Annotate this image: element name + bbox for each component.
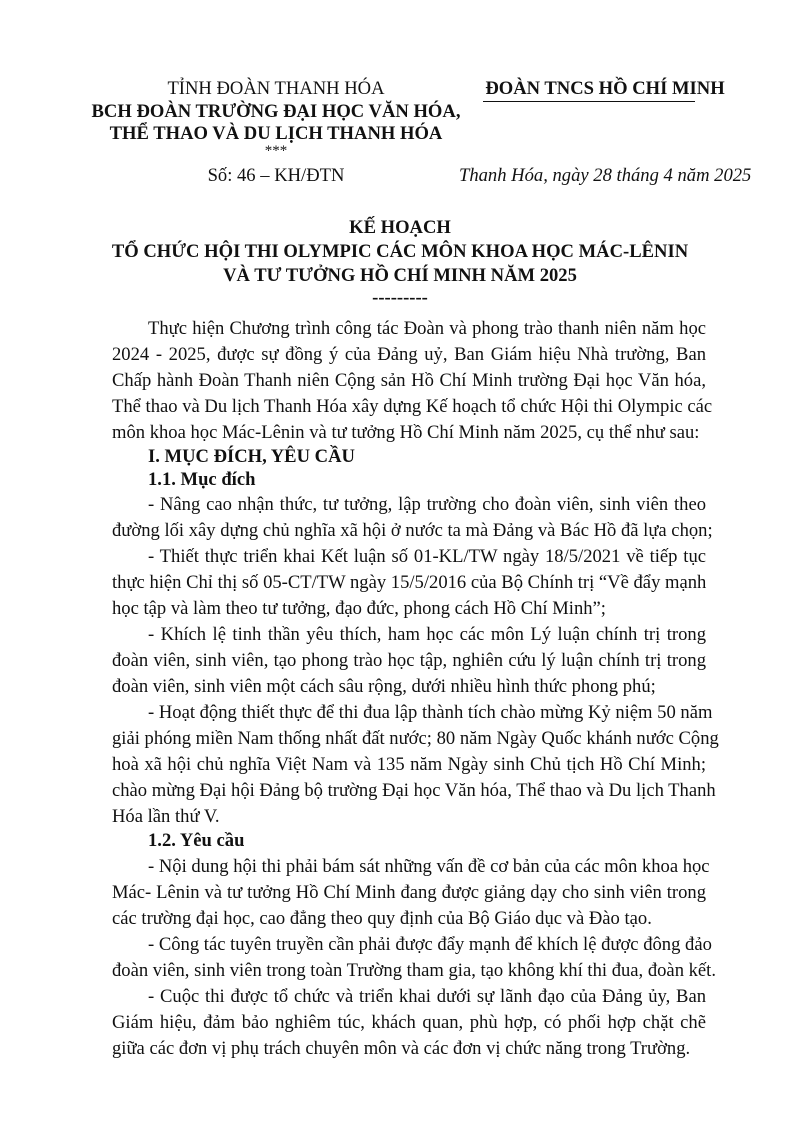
document-number: Số: 46 – KH/ĐTN (207, 165, 345, 186)
requirement-line: đoàn viên, sinh viên trong toàn Trường tham gia, tạo không khí thi đua, đoàn kết. (112, 960, 716, 981)
purpose-line: thực hiện Chỉ thị số 05-CT/TW ngày 15/5/2016 của Bộ Chính trị “Về đẩy mạnh (112, 572, 707, 593)
requirement-line: các trường đại học, cao đẳng theo quy định của Bộ Giáo dục và Đào tạo. (112, 908, 652, 929)
purpose-line: đoàn viên, sinh viên một cách sâu rộng, dưới nhiều hình thức phong phú; (112, 676, 656, 697)
purpose-line: - Thiết thực triển khai Kết luận số 01-KL/TW ngày 18/5/2021 về tiếp tục (148, 546, 706, 567)
header-underline (483, 101, 695, 102)
purpose-line: - Khích lệ tinh thần yêu thích, ham học các môn Lý luận chính trị trong (148, 624, 706, 645)
issuing-org-line2: BCH ĐOÀN TRƯỜNG ĐẠI HỌC VĂN HÓA, (91, 101, 461, 122)
intro-line: Thể thao và Du lịch Thanh Hóa xây dựng Kế hoạch tổ chức Hội thi Olympic các (112, 396, 713, 417)
issuing-org-line3: THỂ THAO VÀ DU LỊCH THANH HÓA (109, 123, 443, 144)
title-divider: --------- (372, 287, 428, 308)
doc-title-line1: TỔ CHỨC HỘI THI OLYMPIC CÁC MÔN KHOA HỌC MÁC-LÊNIN (111, 241, 689, 262)
purpose-line: giải phóng miền Nam thống nhất đất nước; 80 năm Ngày Quốc khánh nước Cộng (112, 728, 719, 749)
doc-type-title: KẾ HOẠCH (349, 217, 451, 238)
purpose-line: chào mừng Đại hội Đảng bộ trường Đại học Văn hóa, Thể thao và Du lịch Thanh (112, 780, 716, 801)
purpose-line: đường lối xây dựng chủ nghĩa xã hội ở nước ta mà Đảng và Bác Hồ đã lựa chọn; (112, 520, 713, 541)
party-org-name: ĐOÀN TNCS HỒ CHÍ MINH (485, 78, 725, 99)
intro-line: Thực hiện Chương trình công tác Đoàn và phong trào thanh niên năm học (148, 318, 706, 339)
purpose-line: hoà xã hội chủ nghĩa Việt Nam và 135 năm Ngày sinh Chủ tịch Hồ Chí Minh; (112, 754, 706, 775)
doc-title-line2: VÀ TƯ TƯỞNG HỒ CHÍ MINH NĂM 2025 (223, 265, 577, 286)
requirement-line: - Cuộc thi được tổ chức và triển khai dưới sự lãnh đạo của Đảng ủy, Ban (148, 986, 706, 1007)
requirement-line: - Nội dung hội thi phải bám sát những vấn đề cơ bản của các môn khoa học (148, 856, 710, 877)
intro-line: Chấp hành Đoàn Thanh niên Cộng sản Hồ Chí Minh trường Đại học Văn hóa, (112, 370, 706, 391)
intro-line: 2024 - 2025, được sự đồng ý của Đảng uỷ, Ban Giám hiệu Nhà trường, Ban (112, 344, 706, 365)
place-date: Thanh Hóa, ngày 28 tháng 4 năm 2025 (459, 165, 752, 186)
subsection-heading: 1.2. Yêu cầu (148, 830, 245, 851)
issuing-org-parent: TỈNH ĐOÀN THANH HÓA (167, 78, 385, 99)
intro-line: môn khoa học Mác-Lênin và tư tưởng Hồ Chí Minh năm 2025, cụ thể như sau: (112, 422, 700, 443)
subsection-heading: 1.1. Mục đích (148, 469, 256, 490)
purpose-line: đoàn viên, sinh viên, tạo phong trào học tập, nghiên cứu lý luận chính trị trong (112, 650, 706, 671)
requirement-line: Mác- Lênin và tư tưởng Hồ Chí Minh đang được giảng dạy cho sinh viên trong (112, 882, 706, 903)
section-heading: I. MỤC ĐÍCH, YÊU CẦU (148, 446, 355, 467)
purpose-line: học tập và làm theo tư tưởng, đạo đức, phong cách Hồ Chí Minh”; (112, 598, 606, 619)
header-stars: *** (264, 143, 288, 159)
requirement-line: - Công tác tuyên truyền cần phải được đẩy mạnh để khích lệ được đông đảo (148, 934, 712, 955)
purpose-line: - Nâng cao nhận thức, tư tưởng, lập trường cho đoàn viên, sinh viên theo (148, 494, 706, 515)
purpose-line: Hóa lần thứ V. (112, 806, 220, 827)
requirement-line: giữa các đơn vị phụ trách chuyên môn và các đơn vị chức năng trong Trường. (112, 1038, 691, 1059)
purpose-line: - Hoạt động thiết thực để thi đua lập thành tích chào mừng Kỷ niệm 50 năm (148, 702, 713, 723)
requirement-line: Giám hiệu, đảm bảo nghiêm túc, khách quan, phù hợp, có phối hợp chặt chẽ (112, 1012, 706, 1033)
